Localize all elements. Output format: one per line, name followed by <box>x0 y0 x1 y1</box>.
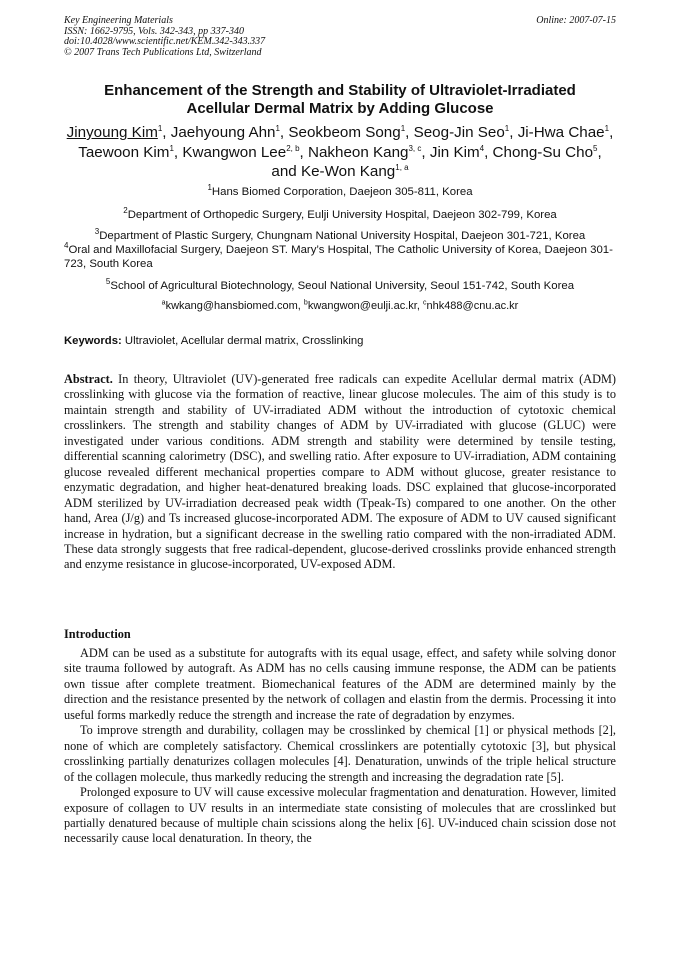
email-address: kwangwon@eulji.ac.kr <box>307 300 417 312</box>
author-sup: 1 <box>169 143 174 153</box>
keywords <box>64 334 616 348</box>
author-sup: 3, c <box>408 143 422 153</box>
affiliation <box>64 208 616 222</box>
journal-header <box>64 16 616 58</box>
paper-title <box>64 82 616 118</box>
affiliation-sup: 1 <box>207 183 212 193</box>
author <box>518 124 609 141</box>
email-sup: c <box>422 299 427 307</box>
author <box>78 144 174 161</box>
author <box>67 124 163 141</box>
affiliation <box>64 185 616 199</box>
affiliation <box>64 229 616 243</box>
author-sup: 1 <box>504 123 510 133</box>
affiliation-sup: 4 <box>64 241 69 251</box>
abstract-label: Abstract. <box>64 372 113 386</box>
author-name: Kwangwon Lee <box>182 143 287 161</box>
author-sup: 2, b <box>286 143 300 153</box>
author <box>301 163 409 180</box>
title-line-2: Acellular Dermal Matrix by Adding Glucose <box>186 100 494 117</box>
author-name: Seog-Jin Seo <box>413 124 505 141</box>
author-sup: 5 <box>593 143 598 153</box>
abstract-text: In theory, Ultraviolet (UV)-generated free radicals can expedite Acellular dermal matrix (ADM) crosslinking with glucose via the formation of reactive, linear glucose molecules. The aim of this study is to maintain strength and stability of UV-irradiated ADM without the introduction of cytotoxic chemical crosslinkers. The strength and stability changes of ADM by UV-irradiated with glucose (GLUC) were investigated under various conditions. ADM strength and stability were determined by tensile testing, differential scanning calorimetry (DSC), and swelling ratio. After exposure to UV-irradiation, ADM containing glucose revealed different mechanical properties compare to ADM without glucose, greater resistance to enzymatic degradation, and higher heat-denatured breaking loads. DSC explained that glucose-incorporated ADM sterilized by UV-irradiation decreased peak width (Tpeak-Ts) compared to one another. On the other hand, Area (J/g) and Ts increased glucose-incorporated ADM. The exposure of ADM to UV caused significant increase in hydration, but a significant decrease in the swelling ratio compared with the non-irradiated ADM. These data strongly suggests that free radical-dependent, glucose-derived crosslinks provide enhanced strength and enzyme resistance in glucose-incorporated, UV-exposed ADM. <box>64 372 616 572</box>
author-sup: 1 <box>604 123 610 133</box>
author-name: Ke-Won Kang <box>300 163 396 180</box>
author-sup: 1 <box>400 123 406 133</box>
paragraph: ADM can be used as a substitute for autografts with its equal usage, effect, and safety while solving donor site trauma followed by autograft. As ADM has no cells causing immune response, the ADM can be patients own tissue after complete treatment. Biomechanical features of the ADM are determined mainly by the direction and the resistance presented by the network of collagen and elastin from the dermis. Processing it into useful forms markedly reduce the strength and increase the rate of degradation by enzymes. <box>64 646 616 722</box>
affiliation <box>64 243 616 271</box>
affiliation-sup: 3 <box>94 227 100 237</box>
introduction-body <box>64 646 616 847</box>
author-name: Taewoon Kim <box>78 143 170 161</box>
author-name: Jin Kim <box>429 143 480 161</box>
author <box>288 124 405 141</box>
paragraph: Prolonged exposure to UV will cause excessive molecular fragmentation and denaturation. However, limited exposure of collagen to UV results in an intermediate state consisting of molecules that are crosslinked but partially denatured because of multiple chain scissions along the helix [6]. UV-induced chain scission dose not necessarily cause local denaturation. In theory, the <box>64 785 616 846</box>
email-address: nhk488@cnu.ac.kr <box>426 300 519 312</box>
email-address: kwkang@hansbiomed.com <box>165 300 298 312</box>
affiliation-text: School of Agricultural Biotechnology, Seoul National University, Seoul 151-742, South Korea <box>110 280 575 292</box>
email-list: $^a$kwkang@hansbiomed.com, $^b$kwangwon@eulji.ac.kr, $^c$nhk488@cnu.ac.kr <box>161 299 519 312</box>
email-sup: a <box>161 299 166 307</box>
author-name: Jaehyoung Ahn <box>170 124 276 141</box>
affiliation-sup: 5 <box>105 277 111 287</box>
issn-line: ISSN: 1662-9795, Vols. 342-343, pp 337-340 <box>64 25 244 37</box>
author-list: Jinyoung Kim$^1$, Jaehyoung Ahn$^1$, Seokbeom Song$^1$, Seog-Jin Seo$^1$, Ji-Hwa Chae$^1$, Taewoon Kim$^1$, Kwangwon Lee$^{2, b}$, Nakheon Kang$^{3, c}$, Jin Kim$^4$, Chong-Su Cho$^5$, and Ke-Won Kang$^{1, a}$ <box>66 123 614 180</box>
copyright-line: © 2007 Trans Tech Publications Ltd, Switzerland <box>64 46 262 58</box>
affiliation <box>64 279 616 293</box>
keywords-text: Ultraviolet, Acellular dermal matrix, Crosslinking <box>124 335 364 347</box>
author <box>182 144 299 161</box>
email-sup: b <box>303 299 308 307</box>
author <box>493 144 598 161</box>
abstract <box>64 372 616 573</box>
author <box>308 144 421 161</box>
section-heading: Introduction <box>64 627 131 641</box>
keywords-label: Keywords: <box>64 335 122 347</box>
author <box>171 124 280 141</box>
author-name: Chong-Su Cho <box>492 143 594 161</box>
author <box>414 124 510 141</box>
affiliation-text: Oral and Maxillofacial Surgery, Daejeon ST. Mary’s Hospital, The Catholic University of Korea, Daejeon 301-723, South Korea <box>64 244 613 270</box>
author-name: Jinyoung Kim <box>66 124 158 141</box>
author-name: Nakheon Kang <box>308 143 409 161</box>
author-name: Seokbeom Song <box>288 124 401 141</box>
doi-line: doi:10.4028/www.scientific.net/KEM.342-343.337 <box>64 36 266 47</box>
affiliation-text: Department of Plastic Surgery, Chungnam National University Hospital, Daejeon 301-721, Korea <box>99 230 586 242</box>
author-name: Ji-Hwa Chae <box>517 124 605 141</box>
author-sup: 4 <box>479 143 485 153</box>
author-sup: 1, a <box>395 162 409 172</box>
title-line-1: Enhancement of the Strength and Stability of Ultraviolet-Irradiated <box>104 82 576 99</box>
author-sup: 1 <box>275 123 280 133</box>
affiliation-text: Hans Biomed Corporation, Daejeon 305-811, Korea <box>211 186 473 198</box>
journal-name: Key Engineering Materials <box>64 15 173 26</box>
affiliation-sup: 2 <box>123 206 128 216</box>
author <box>430 144 484 161</box>
author-sup: 1 <box>157 123 163 133</box>
paragraph: To improve strength and durability, collagen may be crosslinked by chemical [1] or physical methods [2], none of which are completely satisfactory. Chemical crosslinkers are potentially cytotoxic [3], but physical crosslinking partially denaturizes collagen molecules [4]. Denaturation, unwinds of the triple helical structure of the collagen molecule, thus markedly reducing the strength and increasing the degradation rate [5]. <box>64 723 616 784</box>
online-date: Online: 2007-07-15 <box>536 15 616 26</box>
affiliation-text: Department of Orthopedic Surgery, Eulji University Hospital, Daejeon 302-799, Korea <box>127 209 557 221</box>
